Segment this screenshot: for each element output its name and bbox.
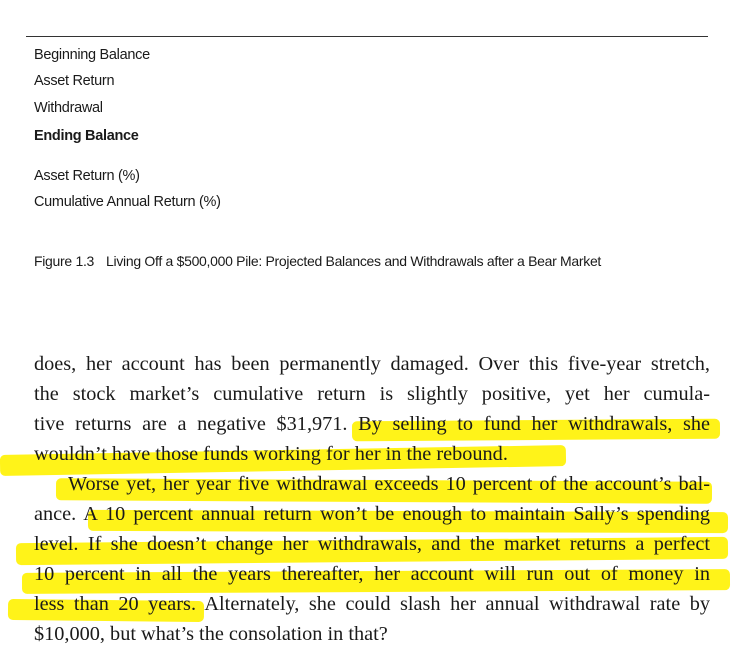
text-line: level. If she doesn’t change her withdrawals, and the market returns a perfect	[34, 533, 710, 555]
text-line: does, her account has been permanently damaged. Over this five-year stretch,	[34, 353, 710, 375]
figure-number: Figure 1.3	[34, 253, 95, 269]
row-label-ending-balance: Ending Balance	[34, 128, 139, 144]
text-line: the stock market’s cumulative return is slightly positive, yet her cumula-	[34, 383, 710, 405]
text-line: tive returns are a negative $31,971. By selling to fund her withdrawals, she	[34, 413, 710, 435]
figure-title: Living Off a $500,000 Pile: Projected Balances and Withdrawals after a Bear Market	[106, 253, 602, 269]
row-label-asset-return-pct: Asset Return (%)	[34, 168, 140, 184]
body-text	[34, 349, 710, 649]
text-line: less than 20 years. Alternately, she could slash her annual withdrawal rate by	[34, 593, 710, 615]
header-rule	[26, 36, 708, 37]
text-line: Worse yet, her year five withdrawal exceeds 10 percent of the account’s bal-	[68, 473, 710, 495]
text-line: ance. A 10 percent annual return won’t be enough to maintain Sally’s spending	[34, 503, 710, 525]
row-label-cumulative-annual-return: Cumulative Annual Return (%)	[34, 194, 221, 210]
text-line: 10 percent in all the years thereafter, her account will run out of money in	[34, 563, 710, 585]
row-label-beginning-balance: Beginning Balance	[34, 47, 150, 63]
text-line: $10,000, but what’s the consolation in that?	[34, 623, 388, 645]
row-label-withdrawal: Withdrawal	[34, 100, 103, 116]
text-line: wouldn’t have those funds working for her in the rebound.	[34, 443, 508, 465]
figure-caption	[34, 253, 601, 269]
row-label-asset-return: Asset Return	[34, 73, 115, 89]
